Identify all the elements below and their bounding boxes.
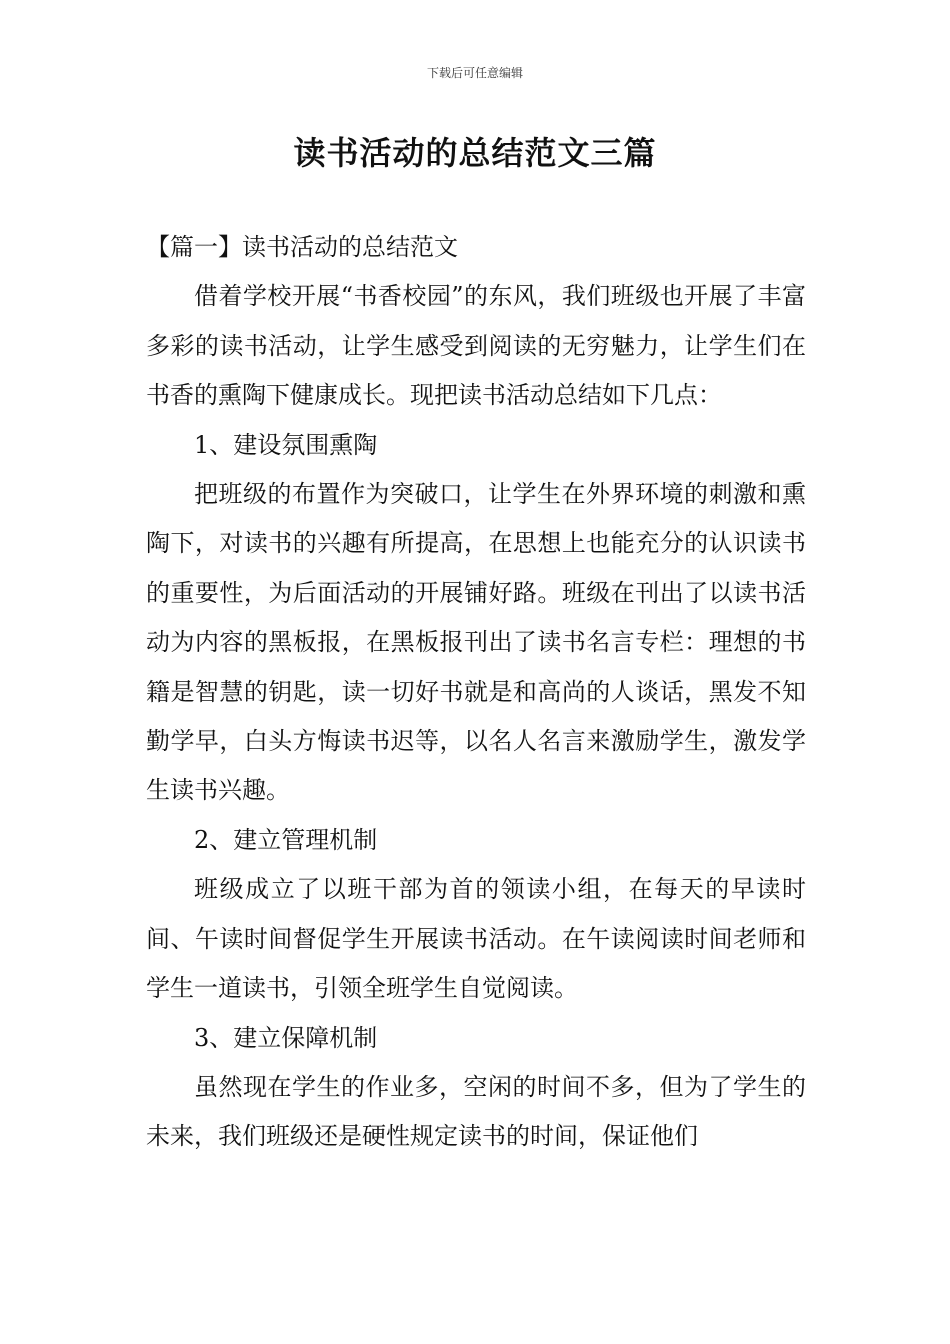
- paragraph-atmosphere: 把班级的布置作为突破口，让学生在外界环境的刺激和熏陶下，对读书的兴趣有所提高，在思想上也能充分的认识读书的重要性，为后面活动的开展铺好路。班级在刊出了以读书活动为内容的黑板报，在黑板报刊出了读书名言专栏：理想的书籍是智慧的钥匙，读一切好书就是和高尚的人谈话，黑发不知勤学早，白头方悔读书迟等，以名人名言来激励学生，激发学生读书兴趣。: [146, 480, 806, 805]
- header-note: 下载后可任意编辑: [426, 66, 523, 80]
- document-body: [146, 223, 806, 1162]
- document-title: 读书活动的总结范文三篇: [293, 134, 657, 172]
- paragraph-intro: 借着学校开展“书香校园”的东风，我们班级也开展了丰富多彩的读书活动，让学生感受到阅读的无穷魅力，让学生们在书香的熏陶下健康成长。现把读书活动总结如下几点：: [146, 282, 806, 410]
- paragraph-guarantee: 虽然现在学生的作业多，空闲的时间不多，但为了学生的未来，我们班级还是硬性规定读书的时间，保证他们: [146, 1072, 806, 1151]
- subheading-atmosphere: 1、建设氛围熏陶: [194, 430, 378, 459]
- subheading-guarantee: 3、建立保障机制: [194, 1023, 378, 1052]
- paragraph-management: 班级成立了以班干部为首的领读小组，在每天的早读时间、午读时间督促学生开展读书活动。在午读阅读时间老师和学生一道读书，引领全班学生自觉阅读。: [146, 875, 806, 1003]
- subheading-management: 2、建立管理机制: [194, 825, 378, 854]
- section-heading: 【篇一】读书活动的总结范文: [146, 233, 458, 261]
